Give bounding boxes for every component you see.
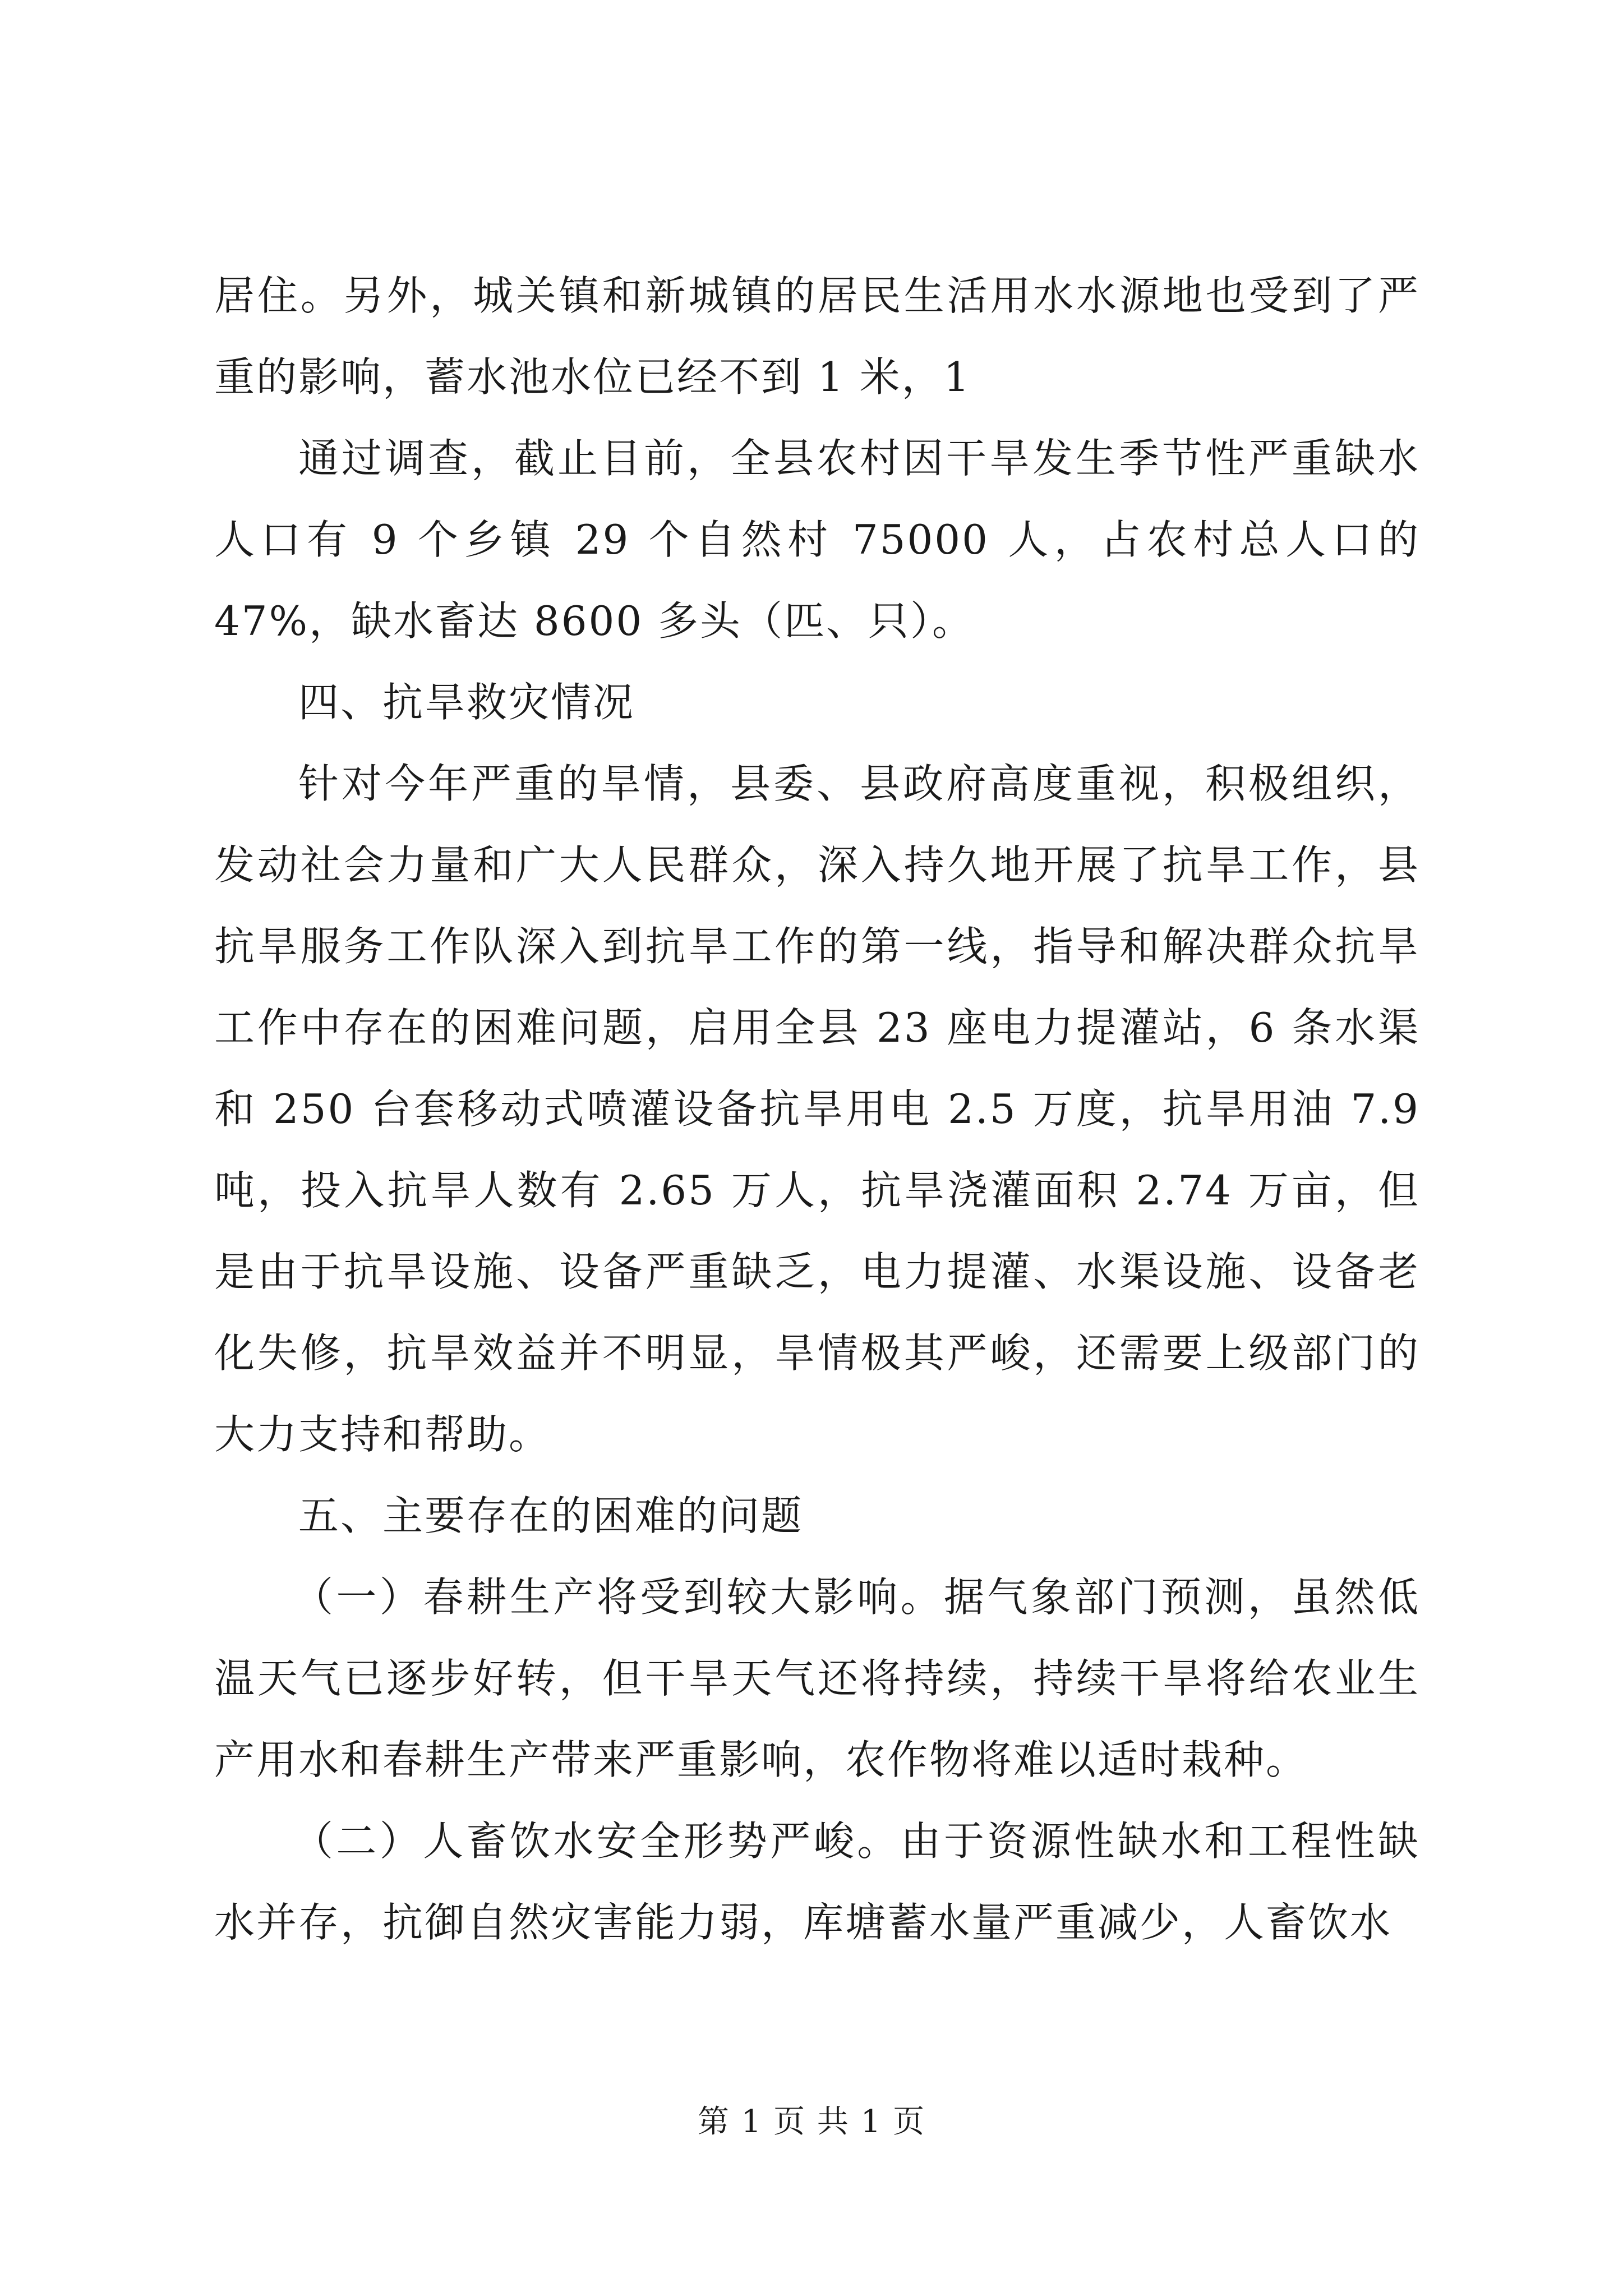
paragraph-problem-1: （一）春耕生产将受到较大影响。据气象部门预测，虽然低温天气已逐步好转，但干旱天气还将持续，持续干旱将给农业生产用水和春耕生产带来严重影响，农作物将难以适时栽种。 [214, 1573, 1420, 1783]
page-footer: 第 1 页 共 1 页 [697, 2104, 926, 2140]
paragraph-continuation: 居住。另外，城关镇和新城镇的居民生活用水水源地也受到了严重的影响，蓄水池水位已经不到 1 米，1 [214, 272, 1420, 401]
section-heading-4: 四、抗旱救灾情况 [298, 679, 635, 726]
paragraph-drought-relief: 针对今年严重的旱情，县委、县政府高度重视，积极组织，发动社会力量和广大人民群众，深入持久地开展了抗旱工作，县抗旱服务工作队深入到抗旱工作的第一线，指导和解决群众抗旱工作中存在的困难问题，启用全县 23 座电力提灌站，6 条水渠和 250 台套移动式喷灌设备抗旱用电 2.5 万度，抗旱用油 7.9 吨，投入抗旱人数有 2.65 万人，抗旱浇灌面积 2.74 万亩，但是由于抗旱设施、设备严重缺乏，电力提灌、水渠设施、设备老化失修，抗旱效益并不明显，旱情极其严峻，还需要上级部门的大力支持和帮助。 [214, 760, 1420, 1458]
document-body [214, 255, 1420, 1963]
paragraph-survey: 通过调查，截止目前，全县农村因干旱发生季节性严重缺水人口有 9 个乡镇 29 个自然村 75000 人，占农村总人口的 47%，缺水畜达 8600 多头（匹、只）。 [214, 435, 1420, 645]
paragraph-problem-2: （二）人畜饮水安全形势严峻。由于资源性缺水和工程性缺水并存，抗御自然灾害能力弱，库塘蓄水量严重减少，人畜饮水 [214, 1818, 1420, 1946]
section-heading-5: 五、主要存在的困难的问题 [298, 1492, 804, 1539]
